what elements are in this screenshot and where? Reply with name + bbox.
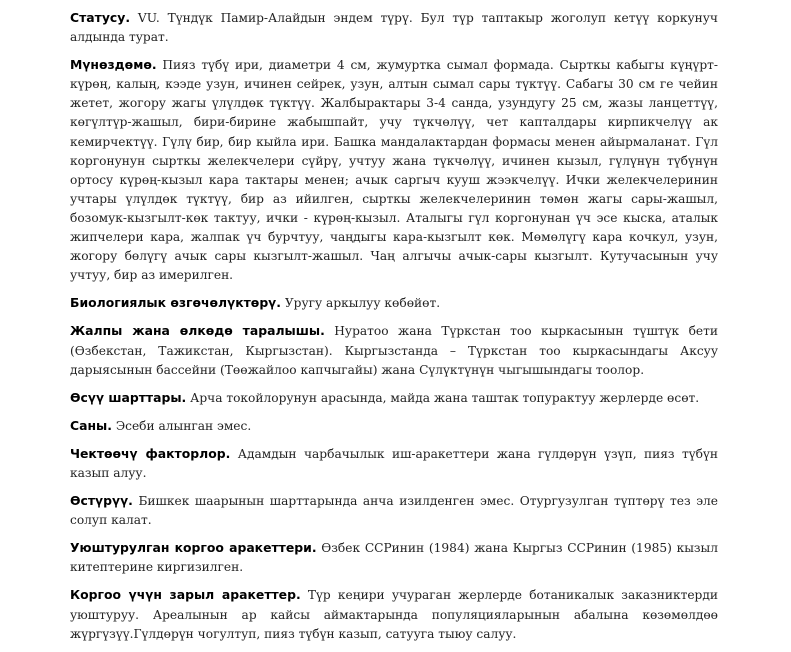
section-protection-needed-text: Түр кеңири учураган жерлерде ботаникалык заказниктерди уюштуруу. Ареалынын ар кайсы аймактарында популяцияларынын абалына көзөмөлдөө жүргүзүү.Гүлдөрүн чогултуп, пияз түбүн казып, сатууга тыюу салуу. [70,588,718,641]
section-population-label: Саны. [70,417,112,433]
section-distribution-text: Нуратоо жана Түркстан тоо кыркасынын түштүк бети (Өзбекстан, Тажикстан, Кыргызстан). Кыргызстанда – Түркстан тоо кыркасындагы Аксуу дарыясынын бассейни (Төөжайлоо капчыгайы) жана Сүлүктүнүн чыгышындагы тоолор. [70,324,719,377]
section-limiting-factors [70,444,718,483]
section-biology-text: Уругу аркылуу көбөйөт. [284,296,441,311]
section-habitat-label: Өсүү шарттары. [70,389,187,405]
section-biology [70,293,718,313]
section-status-label: Статусу. [70,10,131,25]
section-cultivation-text: Бишкек шаарынын шарттарында анча изилденген эмес. Отургузулган түптөрү тез эле солуп калат. [70,494,719,528]
section-distribution [70,321,718,379]
section-population [70,416,718,436]
document-page [70,8,718,652]
section-population-text: Эсеби алынган эмес. [115,418,252,433]
section-protection-needed-label: Коргоо үчүн зарыл аракеттер. [70,587,301,603]
section-status [70,8,718,47]
section-protection-taken-text: Өзбек ССРинин (1984) жана Кыргыз ССРинин (1985) кызыл китептерине киргизилген. [70,541,718,575]
section-limiting-factors-label: Чектөөчү факторлор. [70,445,231,461]
section-habitat [70,388,718,408]
section-description-text: Пияз түбү ири, диаметри 4 см, жумуртка сымал формада. Сырткы кабыгы күңүрт-күрөң, калың, кээде узун, ичинен сейрек, узун, алтын сымал сары түктүү. Сабагы 30 см ге чейин жетет, жогору жагы үлүлдөк түктүү. Жалбырактары 3-4 санда, узундугу 25 см, жазы ланцеттүү, көгүлтүр-жашыл, бири-бирине жабышпайт, учу түкчөлүү, чет капталдары кирпикчелүү ак кемирчектүү. Гүлү бир, бир кыйла ири. Башка мандалактардан формасы менен айырмаланат. Гүл коргонунун сырткы желекчелери сүйрү, учтуу жана түкчөлүү, ичинен кызыл, гүлүнүн түбүнүн ортосу күрөң-кызыл кара тактары менен; ачык саргыч кууш жээкчелүү. Ички желекчелеринин учтары үлүлдөк түктүү, бир аз ийилген, сырткы желекчелеринин төмөн жагы сары-жашыл, бозомук-кызгылт-көк тактуу, ички - күрөң-кызыл. Аталыгы гүл коргонунан үч эсе кыска, аталык жипчелери кара, жалпак үч бурчтуу, чаңдыгы кара-кызгылт көк. Мөмөлүгү кара кочкул, узун, жогору бөлүгү ачык сары кызгылт-жашыл. Чаң алгычы ачык-сары кызгылт. Кутучасынын учу учтуу, бир аз имерилген. [70,58,718,283]
section-description [70,55,718,285]
section-biology-label: Биологиялык өзгөчөлүктөрү. [70,295,281,311]
section-distribution-label: Жалпы жана өлкөдө таралышы. [70,323,325,339]
section-protection-taken [70,538,718,577]
section-habitat-text: Арча токойлорунун арасында, майда жана таштак топурактуу жерлерде өсөт. [190,390,700,405]
section-cultivation [70,491,718,530]
section-cultivation-label: Өстүрүү. [70,493,133,509]
section-protection-taken-label: Уюштурулган коргоо аракеттери. [70,540,317,556]
section-status-text: VU. Түндүк Памир-Алайдын эндем түрү. Бул түр таптакыр жоголуп кетүү коркунуч алдында турат. [70,11,718,45]
section-limiting-factors-text: Адамдын чарбачылык иш-аракеттери жана гүлдөрүн үзүп, пияз түбүн казып алуу. [70,446,718,480]
section-description-label: Мүнөздөмө. [70,57,157,73]
section-protection-needed [70,585,718,643]
